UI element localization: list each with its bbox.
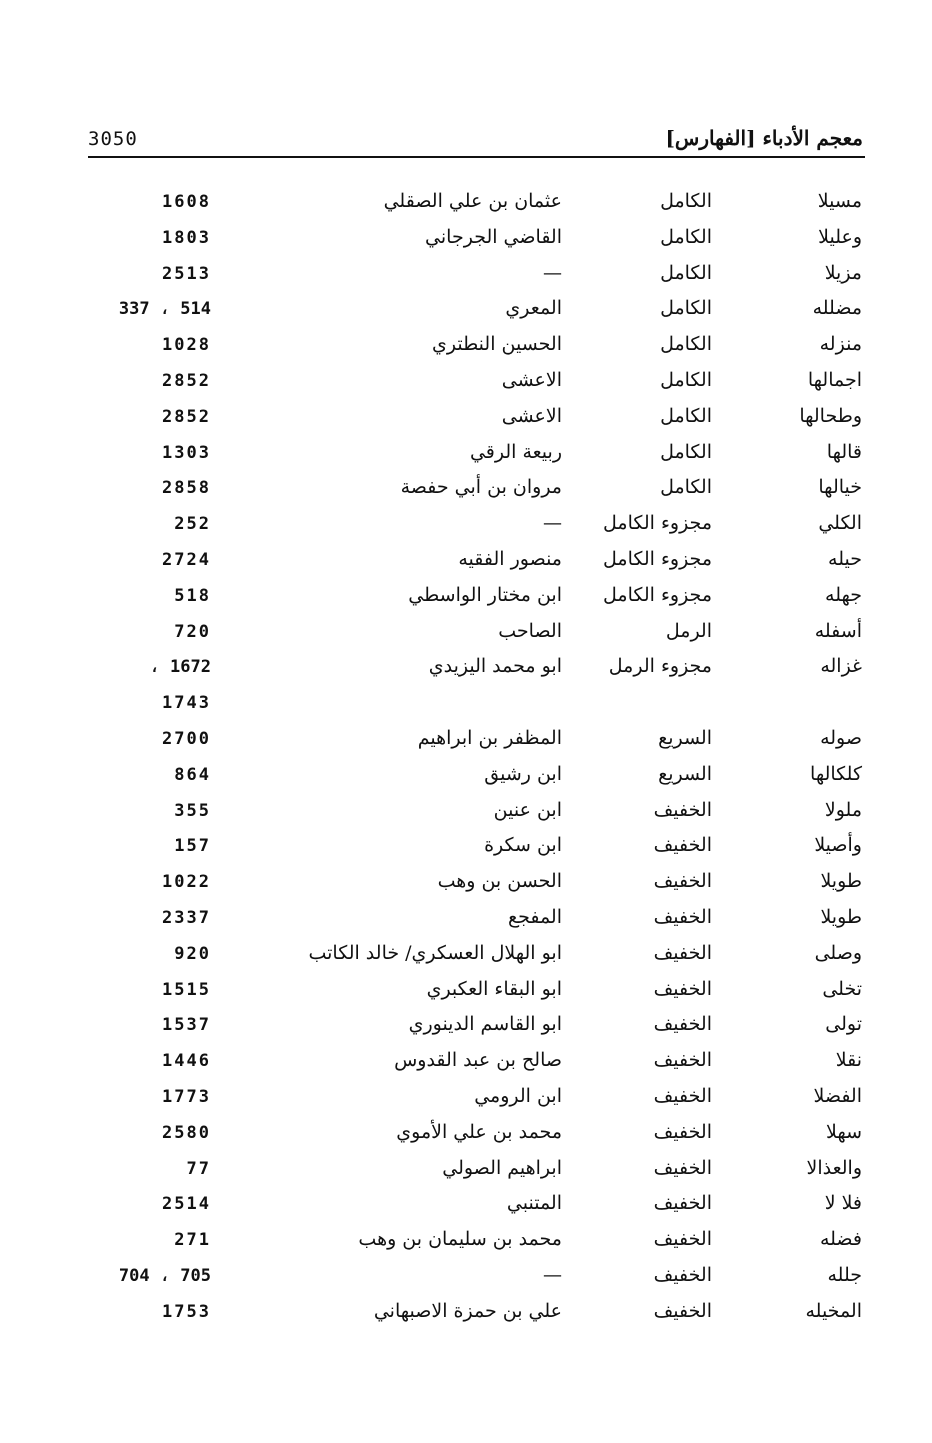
rhyme-word: صوله: [820, 726, 862, 749]
index-row: [0, 1085, 932, 1121]
index-row: [0, 548, 932, 584]
page-reference: 157: [174, 836, 211, 857]
meter-name: الخفيف: [653, 1192, 712, 1215]
meter-name: الكامل: [660, 261, 712, 284]
index-row: [0, 727, 932, 763]
page-reference: 2514: [162, 1194, 211, 1215]
rhyme-word: فضله: [819, 1228, 862, 1251]
rhyme-word: جلله: [827, 1263, 862, 1286]
index-row: [0, 476, 932, 512]
page-reference: 720: [174, 621, 211, 642]
page-reference: 864: [174, 764, 211, 785]
rhyme-word: خيالها: [818, 476, 862, 499]
index-row: [0, 512, 932, 548]
index-row: [0, 834, 932, 870]
meter-name: مجزوء الكامل: [603, 583, 712, 606]
poet-name: ابن عنين: [493, 798, 562, 821]
index-row: [0, 1121, 932, 1157]
page-reference: 355: [174, 800, 211, 821]
meter-name: السريع: [658, 726, 712, 749]
poet-name: ابراهيم الصولي: [442, 1156, 562, 1179]
index-table: [0, 190, 932, 1336]
index-row: [0, 226, 932, 262]
page-reference: 1608: [162, 192, 211, 212]
rhyme-word: كلكالها: [810, 762, 862, 785]
page-reference: 271: [174, 1230, 211, 1251]
meter-name: الكامل: [660, 476, 712, 499]
poet-name: مروان بن أبي حفصة: [400, 476, 562, 499]
poet-name: منصور الفقيه: [458, 547, 562, 570]
rhyme-word: سهلا: [825, 1120, 862, 1143]
page-header: [88, 128, 863, 158]
index-row: [0, 1049, 932, 1085]
rhyme-word: أسفله: [814, 619, 862, 642]
index-row: [0, 1157, 932, 1193]
meter-name: الخفيف: [653, 1228, 712, 1251]
index-row: [0, 297, 932, 333]
index-row: [0, 441, 932, 477]
meter-name: الخفيف: [653, 1084, 712, 1107]
page-number: 3050: [88, 128, 138, 150]
poet-name: —: [543, 261, 562, 284]
meter-name: الخفيف: [653, 798, 712, 821]
meter-name: الرمل: [665, 619, 712, 642]
index-row: [0, 333, 932, 369]
index-row: [0, 369, 932, 405]
rhyme-word: فلا لا: [824, 1192, 862, 1215]
poet-name: —: [543, 1263, 562, 1286]
rhyme-word: تخلى: [822, 977, 862, 1000]
meter-name: الخفيف: [653, 905, 712, 928]
page-reference: ، 1672: [149, 657, 211, 678]
index-row: [0, 1013, 932, 1049]
index-row: [0, 584, 932, 620]
meter-name: الخفيف: [653, 1120, 712, 1143]
index-row: [0, 1192, 932, 1228]
page-reference: 2513: [162, 263, 211, 284]
poet-name: ابو الهلال العسكري/ خالد الكاتب: [308, 941, 562, 964]
index-row: [0, 763, 932, 799]
meter-name: مجزوء الكامل: [603, 512, 712, 535]
index-row: [0, 978, 932, 1014]
meter-name: الخفيف: [653, 1263, 712, 1286]
poet-name: الاعشى: [501, 404, 562, 427]
meter-name: الخفيف: [653, 1049, 712, 1072]
meter-name: الخفيف: [653, 870, 712, 893]
meter-name: الخفيف: [653, 834, 712, 857]
index-row: [0, 1264, 932, 1300]
page-reference: 2700: [162, 728, 211, 749]
index-row: [0, 1300, 932, 1336]
meter-name: الخفيف: [653, 977, 712, 1000]
rhyme-word: المخيله: [805, 1299, 862, 1322]
page-reference: 1515: [162, 979, 211, 1000]
rhyme-word: قالها: [826, 440, 862, 463]
poet-name: ابن مختار الواسطي: [408, 583, 562, 606]
poet-name: عثمان بن علي الصقلي: [383, 190, 562, 212]
rhyme-word: الفضلا: [813, 1084, 862, 1107]
poet-name: الحسن بن وهب: [437, 870, 562, 893]
meter-name: السريع: [658, 762, 712, 785]
poet-name: محمد بن سليمان بن وهب: [358, 1228, 562, 1251]
index-row: [0, 870, 932, 906]
page-reference: 252: [174, 514, 211, 535]
page-reference: 920: [174, 943, 211, 964]
page-reference: 2852: [162, 370, 211, 391]
poet-name: المعري: [505, 297, 562, 320]
page-reference: 518: [174, 585, 211, 606]
page-reference: 2337: [162, 907, 211, 928]
rhyme-word: مزيلا: [824, 261, 862, 284]
meter-name: الكامل: [660, 225, 712, 248]
rhyme-word: وأصيلا: [814, 834, 862, 857]
poet-name: ابن الرومي: [474, 1084, 562, 1107]
poet-name: القاضي الجرجاني: [425, 225, 562, 248]
poet-name: المظفر بن ابراهيم: [417, 726, 562, 749]
rhyme-word: ملولا: [824, 798, 862, 821]
rhyme-word: وطحالها: [799, 404, 862, 427]
page-reference: 1743: [162, 693, 211, 714]
page-reference: 1773: [162, 1086, 211, 1107]
poet-name: ربيعة الرقي: [469, 440, 562, 463]
rhyme-word: منزله: [819, 333, 862, 356]
meter-name: مجزوء الرمل: [608, 655, 712, 678]
meter-name: الخفيف: [653, 941, 712, 964]
rhyme-word: مضلله: [812, 297, 862, 320]
rhyme-word: والعذالا: [806, 1156, 862, 1179]
rhyme-word: جهله: [825, 583, 862, 606]
index-row: [0, 190, 932, 226]
page-reference: 337 ، 514: [118, 299, 211, 320]
poet-name: المتنبي: [506, 1192, 562, 1215]
poet-name: صالح بن عبد القدوس: [394, 1049, 562, 1072]
poet-name: ابو محمد اليزيدي: [428, 655, 562, 678]
page-reference: 1028: [162, 335, 211, 356]
header-rule: [88, 156, 865, 158]
rhyme-word: طويلا: [820, 905, 862, 928]
meter-name: الكامل: [660, 440, 712, 463]
page-reference: 1803: [162, 227, 211, 248]
page-reference: 2724: [162, 549, 211, 570]
meter-name: الكامل: [660, 297, 712, 320]
poet-name: المفجع: [507, 905, 562, 928]
poet-name: —: [543, 512, 562, 535]
index-row: [0, 405, 932, 441]
index-row: [0, 799, 932, 835]
poet-name: ابو البقاء العكبري: [426, 977, 562, 1000]
poet-name: الحسين النطتري: [432, 333, 562, 356]
rhyme-word: وصلى: [814, 941, 862, 964]
poet-name: ابن رشيق: [484, 762, 562, 785]
page-reference: 2852: [162, 406, 211, 427]
meter-name: الكامل: [660, 368, 712, 391]
rhyme-word: اجمالها: [807, 368, 862, 391]
rhyme-word: الكلي: [818, 512, 862, 535]
index-row: [0, 691, 932, 727]
rhyme-word: غزاله: [820, 655, 862, 678]
page-reference: 1537: [162, 1015, 211, 1036]
index-row: [0, 655, 932, 691]
poet-name: محمد بن علي الأموي: [396, 1120, 562, 1143]
page-reference: 704 ، 705: [118, 1265, 211, 1286]
meter-name: الكامل: [660, 333, 712, 356]
index-row: [0, 942, 932, 978]
rhyme-word: حيله: [828, 547, 862, 570]
rhyme-word: نقلا: [835, 1049, 862, 1072]
index-row: [0, 262, 932, 298]
meter-name: الخفيف: [653, 1156, 712, 1179]
poet-name: ابن سكرة: [484, 834, 562, 857]
page-reference: 2858: [162, 478, 211, 499]
meter-name: الخفيف: [653, 1013, 712, 1036]
page-reference: 1446: [162, 1051, 211, 1072]
index-row: [0, 620, 932, 656]
page-reference: 1303: [162, 442, 211, 463]
page-reference: 2580: [162, 1122, 211, 1143]
poet-name: ابو القاسم الدينوري: [408, 1013, 562, 1036]
page-reference: 1022: [162, 872, 211, 893]
poet-name: الصاحب: [498, 619, 562, 642]
page-reference: 77: [186, 1158, 211, 1179]
rhyme-word: مسيلا: [817, 190, 862, 212]
meter-name: الخفيف: [653, 1299, 712, 1322]
rhyme-word: تولى: [825, 1013, 862, 1036]
meter-name: مجزوء الكامل: [603, 547, 712, 570]
rhyme-word: طويلا: [820, 870, 862, 893]
poet-name: الاعشى: [501, 368, 562, 391]
index-row: [0, 906, 932, 942]
meter-name: الكامل: [660, 404, 712, 427]
meter-name: الكامل: [660, 190, 712, 212]
page-reference: 1753: [162, 1301, 211, 1322]
index-row: [0, 1228, 932, 1264]
running-title: معجم الأدباء [الفهارس]: [665, 126, 863, 150]
poet-name: علي بن حمزة الاصبهاني: [373, 1299, 562, 1322]
rhyme-word: وعليلا: [818, 225, 862, 248]
